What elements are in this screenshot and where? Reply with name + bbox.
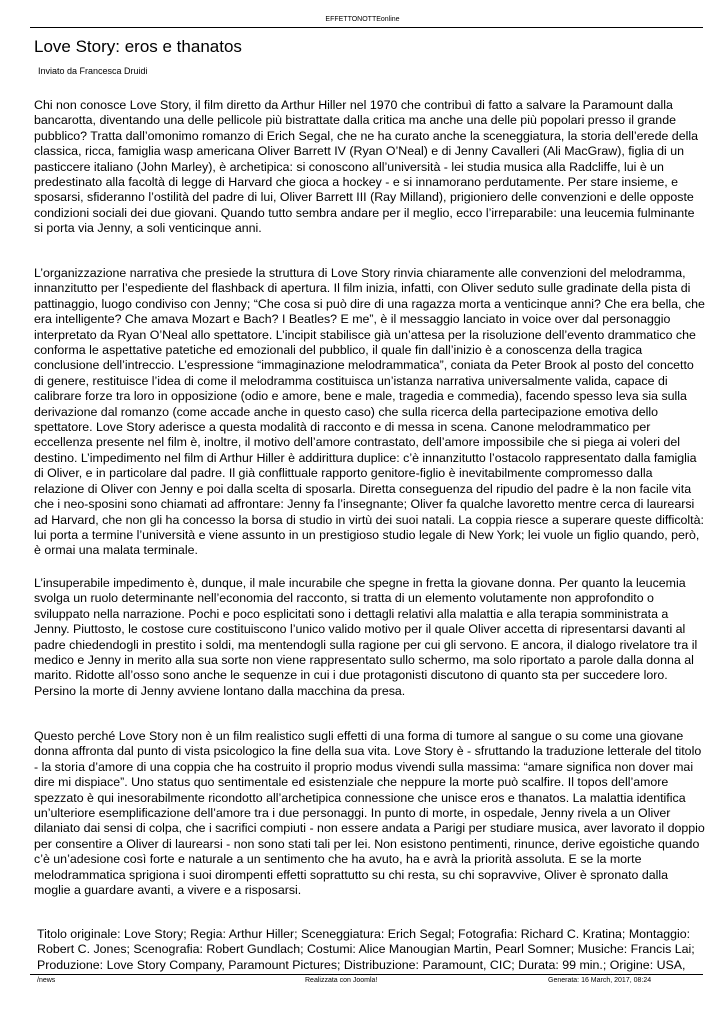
footer-credit: Realizzata con Joomla! xyxy=(305,977,378,984)
article-paragraph: Chi non conosce Love Story, il film diretto da Arthur Hiller nel 1970 che contribuì di fatto a salvare la Paramount dalla bancarotta, diventando una delle pellicole più bistrattate dalla critica ma anche una delle più popolari presso il grande pubblico? Tratta dall’omonimo romanzo di Erich Segal, che ne ha curato anche la sceneggiatura, la storia dell’erede della classica, ricca, famiglia wasp americana Oliver Barrett IV (Ryan O’Neal) e di Jenny Cavalleri (Ali MacGraw), figlia di un pasticcere italiano (John Marley), è archetipica: si conoscono all’università - lei studia musica alla Radcliffe, lui è un predestinato alla facoltà di legge di Harvard che gioca a hockey - e si innamorano perdutamente. Per stare insieme, e sposarsi, sfideranno l’ostilità del padre di lui, Oliver Barrett III (Ray Milland), prigioniero delle convenzioni e delle opposte condizioni sociali dei due giovani. Quando tutto sembra andare per il meglio, ecco l’irreparabile: una leucemia fulminante si porta via Jenny, a soli venticinque anni. xyxy=(34,98,698,236)
article-paragraph: L’insuperabile impedimento è, dunque, il male incurabile che spegne in fretta la giovane donna. Per quanto la leucemia svolga un ruolo determinante nell’economia del racconto, si tratta di un elemento volutamente non approfondito o sviluppato nella narrazione. Pochi e poco esplicitati sono i dettagli relativi alla malattia e alla terapia somministrata a Jenny. Piuttosto, le costose cure costituiscono l’unico valido motivo per il quale Oliver accetta di ripresentarsi davanti al padre chiedendogli in prestito i soldi, ma mentendogli sulla ragione per cui gli servono. E ancora, il dialogo rivelatore tra il medico e Jenny in merito alla sua sorte non viene rappresentato sullo schermo, ma solo riportato a parole dalla donna al marito. Ridotte all’osso sono anche le sequenze in cui i due protagonisti discutono di quanto sta per succedere loro. Persino la morte di Jenny avviene lontano dalla macchina da presa. xyxy=(34,576,698,698)
header-divider xyxy=(30,27,703,28)
article-paragraph: Questo perché Love Story non è un film realistico sugli effetti di una forma di tumore al sangue o su come una giovane donna affronta dal punto di vista psicologico la fine della sua vita. Love Story è - sfruttando la traduzione letterale del titolo - la storia d’amore di una coppia che ha costruito il proprio modus vivendi sulla massima: “amare significa non dover mai dire mi dispiace”. Uno status quo sentimentale ed esistenziale che neppure la morte può scalfire. Il topos dell’amore spezzato è qui inesorabilmente ricondotto all’archetipica connessione che unisce eros e thanatos. La malattia identifica un’ulteriore esemplificazione dell’amore tra i due personaggi. In punto di morte, in ospedale, Jenny rivela a un Oliver dilaniato dai sensi di colpa, che i sacrifici compiuti - non essere andata a Parigi per studiare musica, aver lavorato il doppio per consentire a Oliver di laurearsi - non sono stati tali per lei. Non esistono pentimenti, rinunce, derive egoistiche quando c’è un’adesione così forte e naturale a un sentimento che ha avuto, ha e avrà la priorità assoluta. E se la morte melodrammatica sprigiona i suoi dirompenti effetti soprattutto su chi resta, su chi sopravvive, Oliver è spronato dalla moglie a guardare avanti, a vivere e a risposarsi. xyxy=(34,729,705,898)
site-header: EFFETTONOTTEonline xyxy=(325,16,400,23)
article-byline: Inviato da Francesca Druidi xyxy=(38,66,148,76)
article-title: Love Story: eros e thanatos xyxy=(34,37,242,56)
footer-path: /news xyxy=(37,977,56,984)
footer-divider xyxy=(30,974,703,975)
footer-generated: Generata: 16 March, 2017, 08:24 xyxy=(548,977,652,984)
article-paragraph: L’organizzazione narrativa che presiede la struttura di Love Story rinvia chiaramente alle convenzioni del melodramma, innanzitutto per l’espediente del flashback di apertura. Il film inizia, infatti, con Oliver seduto sulle gradinate della pista di pattinaggio, luogo condiviso con Jenny; “Che cosa si può dire di una ragazza morta a venticinque anni? Che era bella, che era intelligente? Che amava Mozart e Bach? I Beatles? E me”, è il messaggio lanciato in voice over dal personaggio interpretato da Ryan O’Neal allo spettatore. L’incipit stabilisce già un’attesa per la risoluzione dell’evento drammatico che conforma le aspettative patetiche ed emozionali del pubblico, il quale fin dall’inizio è a conoscenza della tragica conclusione dell’intreccio. L’espressione “immaginazione melodrammatica”, coniata da Peter Brook al posto del concetto di genere, restituisce l’idea di come il melodramma costituisca un’istanza narrativa universalmente valida, capace di calibrare forze tra loro in opposizione (odio e amore, bene e male, tragedia e commedia), facendo spesso leva sia sulla derivazione dal romanzo (come accade anche in questo caso) che sulla ricerca della partecipazione emotiva dello spettatore. Love Story aderisce a questa modalità di racconto e di messa in scena. Canone melodrammatico per eccellenza presente nel film è, inoltre, il motivo dell’amore contrastato, dell’amore impossibile che si piega ai voleri del destino. L’impedimento nel film di Arthur Hiller è addirittura duplice: c’è innanzitutto l’ostacolo rappresentato dalla famiglia di Oliver, e in particolare dal padre. Il già conflittuale rapporto genitore-figlio è inevitabilmente compromesso dalla relazione di Oliver con Jenny e poi dalla scelta di sposarla. Diretta conseguenza del ripudio del padre è la non facile vita che i neo-sposini sono chiamati ad affrontare: Jenny fa l’insegnante; Oliver fa qualche lavoretto mentre cerca di laurearsi ad Harvard, che non gli ha concesso la borsa di studio in virtù dei suoi natali. La coppia riesce a superare queste difficoltà: lui porta a termine l’università e viene assunto in un prestigioso studio legale di New York; lei vuole un figlio quando, però, è ormai una malata terminale. xyxy=(34,266,705,558)
film-credits: Titolo originale: Love Story; Regia: Arthur Hiller; Sceneggiatura: Erich Segal; Fotografia: Richard C. Kratina; Montaggio: Robert C. Jones; Scenografia: Robert Gundlach; Costumi: Alice Manougian Martin, Pearl Somner; Musiche: Francis Lai; Produzione: Love Story Company, Paramount Pictures; Distribuzione: Paramount, CIC; Durata: 99 min.; Origine: USA, xyxy=(37,927,695,972)
